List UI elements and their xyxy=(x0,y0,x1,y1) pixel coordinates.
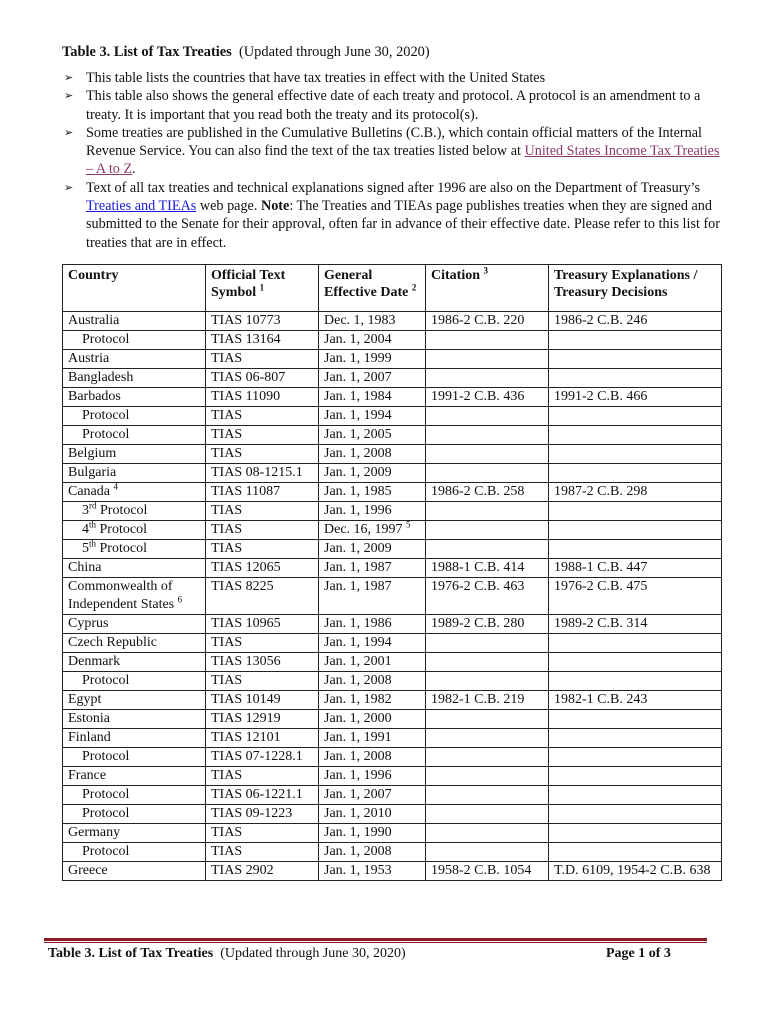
cell-country: Protocol xyxy=(63,426,206,445)
cell-citation: 1986-2 C.B. 220 xyxy=(426,312,549,331)
bullet-4-text-3: : The Treaties and TIEAs page publishes treaties when they are signed and submitted to the Senate for their approval, often far in advance of their effective date. Please refer to this list for treaties that are in effect. xyxy=(86,198,720,251)
cell-symbol: TIAS xyxy=(206,634,319,653)
cell-citation: 1982-1 C.B. 219 xyxy=(426,691,549,710)
table-row xyxy=(63,312,722,331)
cell-citation: 1991-2 C.B. 436 xyxy=(426,388,549,407)
cell-country: 4th Protocol xyxy=(63,521,206,540)
cell-symbol: TIAS xyxy=(206,350,319,369)
cell-country: Germany xyxy=(63,824,206,843)
cell-treasury xyxy=(549,634,722,653)
cell-citation: 1958-2 C.B. 1054 xyxy=(426,862,549,881)
cell-treasury: 1986-2 C.B. 246 xyxy=(549,312,722,331)
table-row xyxy=(63,483,722,502)
table-row xyxy=(63,331,722,350)
bullet-2 xyxy=(62,87,722,124)
cell-treasury: T.D. 6109, 1954-2 C.B. 638 xyxy=(549,862,722,881)
cell-country: Czech Republic xyxy=(63,634,206,653)
cell-treasury xyxy=(549,350,722,369)
cell-country: Greece xyxy=(63,862,206,881)
cell-citation xyxy=(426,786,549,805)
cell-date: Dec. 1, 1983 xyxy=(319,312,426,331)
cell-date: Jan. 1, 1996 xyxy=(319,767,426,786)
cell-country: France xyxy=(63,767,206,786)
cell-country: 3rd Protocol xyxy=(63,502,206,521)
footer-title: Table 3. List of Tax Treaties (Updated through June 30, 2020) xyxy=(48,946,406,961)
cell-date: Jan. 1, 1999 xyxy=(319,350,426,369)
cell-treasury: 1991-2 C.B. 466 xyxy=(549,388,722,407)
cell-country: 5th Protocol xyxy=(63,540,206,559)
table-row xyxy=(63,672,722,691)
table-row xyxy=(63,691,722,710)
cell-treasury xyxy=(549,729,722,748)
cell-citation xyxy=(426,350,549,369)
cell-citation xyxy=(426,729,549,748)
cell-date: Jan. 1, 1984 xyxy=(319,388,426,407)
column-header-symbol: Official Text Symbol $^1$ xyxy=(206,265,319,312)
bullet-4-text-1: Text of all tax treaties and technical explanations signed after 1996 are also on the Department of Treasury’s xyxy=(86,179,700,196)
cell-date: Jan. 1, 1953 xyxy=(319,862,426,881)
cell-country: Protocol xyxy=(63,672,206,691)
bullet-3-text: Some treaties are published in the Cumulative Bulletins (C.B.), which contain official matters of the Internal Revenue Service. You can also find the text of the tax treaties listed below at xyxy=(86,124,702,160)
cell-citation: 1986-2 C.B. 258 xyxy=(426,483,549,502)
cell-country: China xyxy=(63,559,206,578)
cell-date: Dec. 16, 1997 $^5$ xyxy=(319,521,426,540)
cell-symbol: TIAS 2902 xyxy=(206,862,319,881)
page-number: Page 1 of 3 xyxy=(606,946,671,961)
arrowhead-bullet-icon: ➢ xyxy=(64,125,74,139)
cell-citation xyxy=(426,426,549,445)
table-row xyxy=(63,388,722,407)
cell-date: Jan. 1, 2004 xyxy=(319,331,426,350)
title-bold: Table 3. List of Tax Treaties xyxy=(62,44,232,60)
arrowhead-bullet-icon: ➢ xyxy=(64,180,74,194)
cell-symbol: TIAS xyxy=(206,521,319,540)
cell-symbol: TIAS 10965 xyxy=(206,615,319,634)
table-row xyxy=(63,653,722,672)
cell-country: Commonwealth of Independent States $^6$ xyxy=(63,578,206,615)
cell-symbol: TIAS xyxy=(206,843,319,862)
cell-citation xyxy=(426,464,549,483)
cell-date: Jan. 1, 1994 xyxy=(319,407,426,426)
cell-treasury xyxy=(549,710,722,729)
table-row xyxy=(63,767,722,786)
cell-treasury: 1989-2 C.B. 314 xyxy=(549,615,722,634)
cell-treasury xyxy=(549,407,722,426)
cell-date: Jan. 1, 2009 xyxy=(319,464,426,483)
cell-treasury xyxy=(549,786,722,805)
bullet-3 xyxy=(62,124,722,179)
cell-citation xyxy=(426,445,549,464)
cell-country: Protocol xyxy=(63,331,206,350)
cell-symbol: TIAS 13056 xyxy=(206,653,319,672)
table-row xyxy=(63,464,722,483)
cell-symbol: TIAS 12065 xyxy=(206,559,319,578)
cell-treasury xyxy=(549,331,722,350)
cell-country: Cyprus xyxy=(63,615,206,634)
cell-treasury xyxy=(549,653,722,672)
table-row xyxy=(63,445,722,464)
bullet-4-text-2: web page. xyxy=(196,198,261,215)
cell-country: Belgium xyxy=(63,445,206,464)
intro-bullets xyxy=(62,69,722,252)
cell-date: Jan. 1, 1982 xyxy=(319,691,426,710)
table-row xyxy=(63,786,722,805)
cell-date: Jan. 1, 1996 xyxy=(319,502,426,521)
cell-country: Protocol xyxy=(63,407,206,426)
cell-symbol: TIAS 06-1221.1 xyxy=(206,786,319,805)
cell-country: Canada $^4$ xyxy=(63,483,206,502)
cell-treasury xyxy=(549,748,722,767)
cell-treasury xyxy=(549,767,722,786)
cell-country: Barbados xyxy=(63,388,206,407)
cell-citation xyxy=(426,331,549,350)
cell-symbol: TIAS 10149 xyxy=(206,691,319,710)
cell-country: Egypt xyxy=(63,691,206,710)
table-row xyxy=(63,824,722,843)
table-row xyxy=(63,634,722,653)
cell-treasury xyxy=(549,805,722,824)
cell-date: Jan. 1, 1986 xyxy=(319,615,426,634)
cell-citation xyxy=(426,672,549,691)
cell-treasury xyxy=(549,426,722,445)
cell-citation xyxy=(426,748,549,767)
cell-citation xyxy=(426,767,549,786)
cell-treasury xyxy=(549,502,722,521)
cell-treasury: 1987-2 C.B. 298 xyxy=(549,483,722,502)
cell-symbol: TIAS xyxy=(206,540,319,559)
cell-treasury xyxy=(549,445,722,464)
cell-country: Australia xyxy=(63,312,206,331)
cell-citation: 1976-2 C.B. 463 xyxy=(426,578,549,615)
cell-treasury: 1988-1 C.B. 447 xyxy=(549,559,722,578)
cell-treasury: 1976-2 C.B. 475 xyxy=(549,578,722,615)
cell-country: Protocol xyxy=(63,843,206,862)
bullet-1 xyxy=(62,69,722,87)
title-updated: (Updated through June 30, 2020) xyxy=(239,44,430,60)
cell-country: Denmark xyxy=(63,653,206,672)
cell-date: Jan. 1, 2001 xyxy=(319,653,426,672)
column-header-citation: Citation $^3$ xyxy=(426,265,549,312)
table-row xyxy=(63,710,722,729)
cell-symbol: TIAS 11087 xyxy=(206,483,319,502)
cell-symbol: TIAS 08-1215.1 xyxy=(206,464,319,483)
cell-date: Jan. 1, 2009 xyxy=(319,540,426,559)
table-row xyxy=(63,615,722,634)
cell-symbol: TIAS xyxy=(206,426,319,445)
cell-symbol: TIAS 13164 xyxy=(206,331,319,350)
cell-date: Jan. 1, 1987 xyxy=(319,578,426,615)
note-label: Note xyxy=(260,198,290,215)
table-row xyxy=(63,521,722,540)
cell-date: Jan. 1, 1991 xyxy=(319,729,426,748)
tax-treaties-table xyxy=(62,264,722,881)
cell-country: Bangladesh xyxy=(63,369,206,388)
table-row xyxy=(63,426,722,445)
table-row xyxy=(63,350,722,369)
cell-citation xyxy=(426,634,549,653)
cell-treasury xyxy=(549,824,722,843)
cell-country: Finland xyxy=(63,729,206,748)
cell-symbol: TIAS xyxy=(206,672,319,691)
cell-date: Jan. 1, 2005 xyxy=(319,426,426,445)
cell-symbol: TIAS xyxy=(206,767,319,786)
cell-date: Jan. 1, 2008 xyxy=(319,672,426,691)
cell-treasury: 1982-1 C.B. 243 xyxy=(549,691,722,710)
cell-date: Jan. 1, 2008 xyxy=(319,748,426,767)
table-row xyxy=(63,805,722,824)
bullet-4 xyxy=(62,179,722,252)
cell-citation xyxy=(426,805,549,824)
table-row xyxy=(63,862,722,881)
treaties-and-tieas-link[interactable]: Treaties and TIEAs xyxy=(86,198,197,215)
cell-date: Jan. 1, 1987 xyxy=(319,559,426,578)
cell-symbol: TIAS 12101 xyxy=(206,729,319,748)
cell-citation xyxy=(426,653,549,672)
cell-citation xyxy=(426,710,549,729)
cell-symbol: TIAS xyxy=(206,445,319,464)
table-row xyxy=(63,748,722,767)
cell-citation xyxy=(426,407,549,426)
cell-treasury xyxy=(549,369,722,388)
cell-treasury xyxy=(549,521,722,540)
cell-date: Jan. 1, 2008 xyxy=(319,445,426,464)
cell-citation xyxy=(426,521,549,540)
cell-treasury xyxy=(549,464,722,483)
cell-date: Jan. 1, 1985 xyxy=(319,483,426,502)
table-row xyxy=(63,843,722,862)
cell-citation xyxy=(426,540,549,559)
cell-symbol: TIAS 09-1223 xyxy=(206,805,319,824)
cell-date: Jan. 1, 2010 xyxy=(319,805,426,824)
cell-symbol: TIAS xyxy=(206,407,319,426)
cell-treasury xyxy=(549,843,722,862)
cell-date: Jan. 1, 1990 xyxy=(319,824,426,843)
bullet-1-text: This table lists the countries that have tax treaties in effect with the United States xyxy=(86,70,546,86)
cell-citation: 1988-1 C.B. 414 xyxy=(426,559,549,578)
table-row xyxy=(63,578,722,615)
footer-rule-thin xyxy=(44,942,707,943)
footer-rule-thick xyxy=(44,938,707,941)
cell-country: Protocol xyxy=(63,748,206,767)
bullet-2-text: This table also shows the general effective date of each treaty and protocol. A protocol is an amendment to a treaty. It is important that you read both the treaty and its protocol(s). xyxy=(86,88,701,123)
cell-symbol: TIAS 12919 xyxy=(206,710,319,729)
cell-country: Estonia xyxy=(63,710,206,729)
table-row xyxy=(63,559,722,578)
column-header-country: Country xyxy=(63,265,206,312)
cell-treasury xyxy=(549,672,722,691)
cell-citation: 1989-2 C.B. 280 xyxy=(426,615,549,634)
cell-date: Jan. 1, 2000 xyxy=(319,710,426,729)
table-row xyxy=(63,729,722,748)
cell-symbol: TIAS 07-1228.1 xyxy=(206,748,319,767)
table-row xyxy=(63,369,722,388)
cell-symbol: TIAS 11090 xyxy=(206,388,319,407)
table-body xyxy=(63,312,722,881)
column-header-treasury: Treasury Explanations / Treasury Decisions xyxy=(549,265,722,312)
table-row xyxy=(63,407,722,426)
cell-citation xyxy=(426,502,549,521)
cell-date: Jan. 1, 1994 xyxy=(319,634,426,653)
cell-symbol: TIAS xyxy=(206,824,319,843)
page-title xyxy=(62,44,430,61)
cell-symbol: TIAS 10773 xyxy=(206,312,319,331)
cell-symbol: TIAS xyxy=(206,502,319,521)
cell-date: Jan. 1, 2007 xyxy=(319,369,426,388)
cell-symbol: TIAS 8225 xyxy=(206,578,319,615)
arrowhead-bullet-icon: ➢ xyxy=(64,71,74,84)
cell-treasury xyxy=(549,540,722,559)
cell-country: Austria xyxy=(63,350,206,369)
table-row xyxy=(63,502,722,521)
cell-country: Bulgaria xyxy=(63,464,206,483)
cell-citation xyxy=(426,369,549,388)
bullet-3-end: . xyxy=(132,161,136,178)
cell-country: Protocol xyxy=(63,805,206,824)
table-header-row xyxy=(63,265,722,312)
cell-citation xyxy=(426,824,549,843)
cell-citation xyxy=(426,843,549,862)
cell-symbol: TIAS 06-807 xyxy=(206,369,319,388)
arrowhead-bullet-icon: ➢ xyxy=(64,89,74,103)
cell-country: Protocol xyxy=(63,786,206,805)
cell-date: Jan. 1, 2007 xyxy=(319,786,426,805)
table-row xyxy=(63,540,722,559)
cell-date: Jan. 1, 2008 xyxy=(319,843,426,862)
column-header-effective-date: General Effective Date $^2$ xyxy=(319,265,426,312)
treaties-a-to-z-link[interactable]: United States Income Tax Treaties – A to Z xyxy=(86,143,720,178)
